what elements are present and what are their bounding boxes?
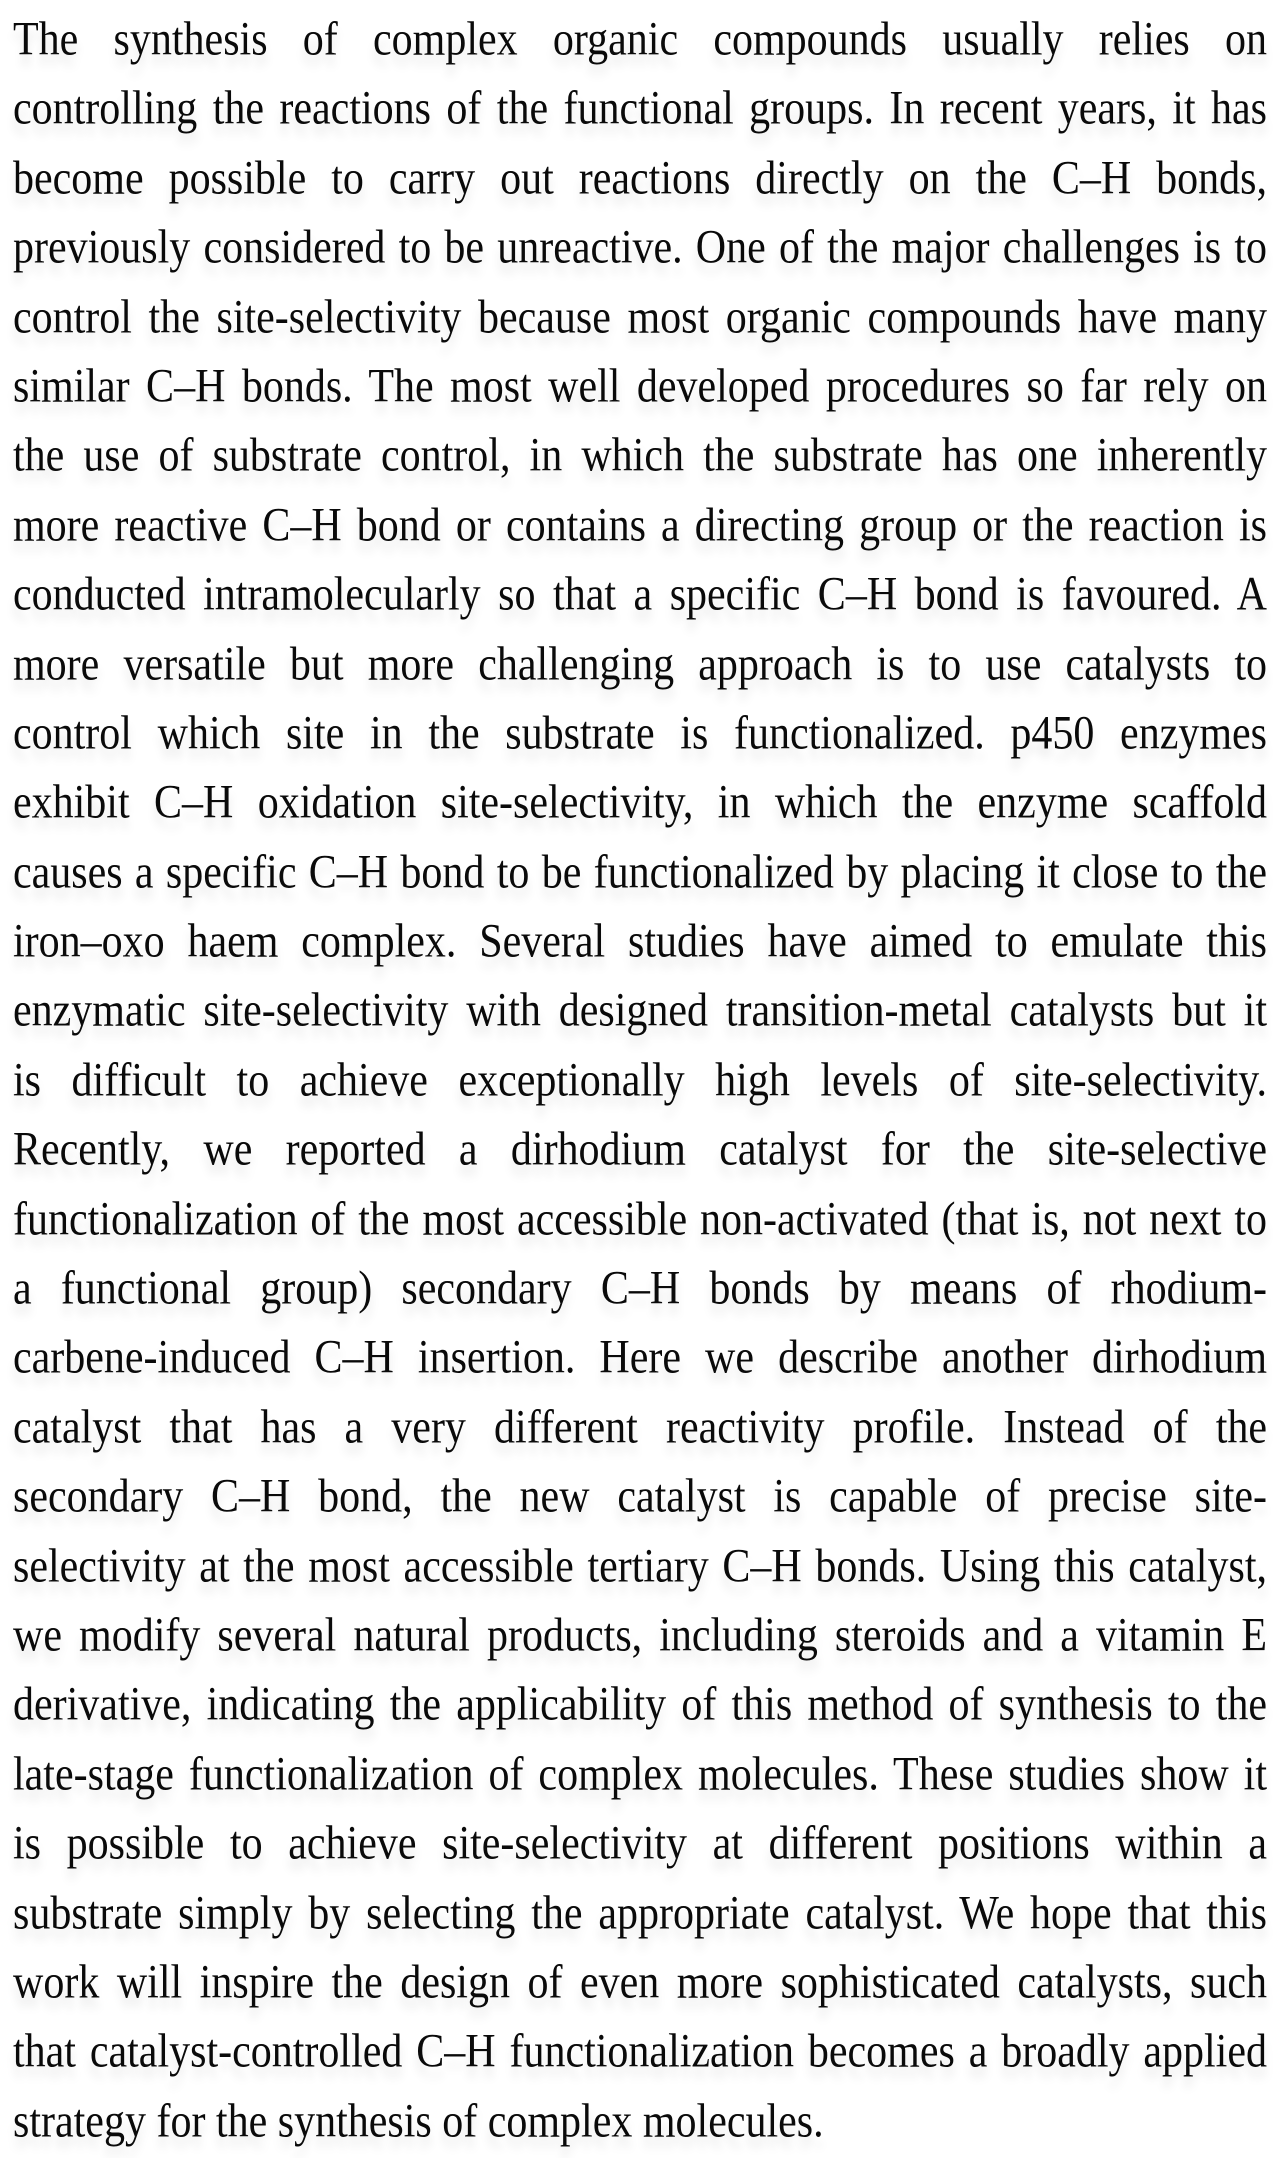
text-line: similar C–H bonds. The most well developed procedures so far rely on — [13, 360, 1267, 413]
text-line: control which site in the substrate is functionalized. p450 enzymes — [13, 707, 1267, 760]
text-line: is difficult to achieve exceptionally high levels of site-selectivity. — [13, 1054, 1267, 1107]
text-line: the use of substrate control, in which the substrate has one inherently — [13, 430, 1267, 483]
text-line: carbene-induced C–H insertion. Here we describe another dirhodium — [13, 1332, 1267, 1385]
text-line: we modify several natural products, including steroids and a vitamin E — [13, 1609, 1267, 1662]
text-line: more reactive C–H bond or contains a directing group or the reaction is — [13, 499, 1267, 552]
text-line: Recently, we reported a dirhodium catalyst for the site-selective — [13, 1124, 1267, 1177]
text-line: functionalization of the most accessible non-activated (that is, not next to — [13, 1193, 1267, 1246]
text-line: The synthesis of complex organic compounds usually relies on — [13, 13, 1267, 66]
text-line: work will inspire the design of even more sophisticated catalysts, such — [13, 1956, 1267, 2009]
text-line: control the site-selectivity because most organic compounds have many — [13, 291, 1267, 344]
text-line: catalyst that has a very different reactivity profile. Instead of the — [13, 1401, 1267, 1454]
text-line: become possible to carry out reactions directly on the C–H bonds, — [13, 152, 1267, 205]
text-line: selectivity at the most accessible tertiary C–H bonds. Using this catalyst, — [13, 1540, 1267, 1593]
text-line: enzymatic site-selectivity with designed transition-metal catalysts but it — [13, 985, 1267, 1038]
text-line: secondary C–H bond, the new catalyst is capable of precise site- — [13, 1471, 1267, 1524]
text-line: exhibit C–H oxidation site-selectivity, in which the enzyme scaffold — [13, 777, 1267, 830]
text-line: substrate simply by selecting the appropriate catalyst. We hope that this — [13, 1887, 1267, 1940]
text-line: late-stage functionalization of complex molecules. These studies show it — [13, 1748, 1267, 1801]
text-line: strategy for the synthesis of complex molecules. — [13, 2095, 824, 2148]
text-line: that catalyst-controlled C–H functionalization becomes a broadly applied — [13, 2026, 1267, 2079]
abstract-paragraph — [13, 6, 1267, 2157]
text-line: derivative, indicating the applicability of this method of synthesis to the — [13, 1679, 1267, 1732]
text-line: is possible to achieve site-selectivity at different positions within a — [13, 1818, 1267, 1871]
text-line: more versatile but more challenging approach is to use catalysts to — [13, 638, 1267, 691]
text-line: a functional group) secondary C–H bonds by means of rhodium- — [13, 1262, 1267, 1315]
text-line: controlling the reactions of the functional groups. In recent years, it has — [13, 83, 1267, 136]
text-line: previously considered to be unreactive. One of the major challenges is to — [13, 222, 1267, 275]
text-line: iron–oxo haem complex. Several studies have aimed to emulate this — [13, 915, 1267, 968]
text-line: causes a specific C–H bond to be functionalized by placing it close to the — [13, 846, 1267, 899]
text-line: conducted intramolecularly so that a specific C–H bond is favoured. A — [13, 569, 1267, 622]
